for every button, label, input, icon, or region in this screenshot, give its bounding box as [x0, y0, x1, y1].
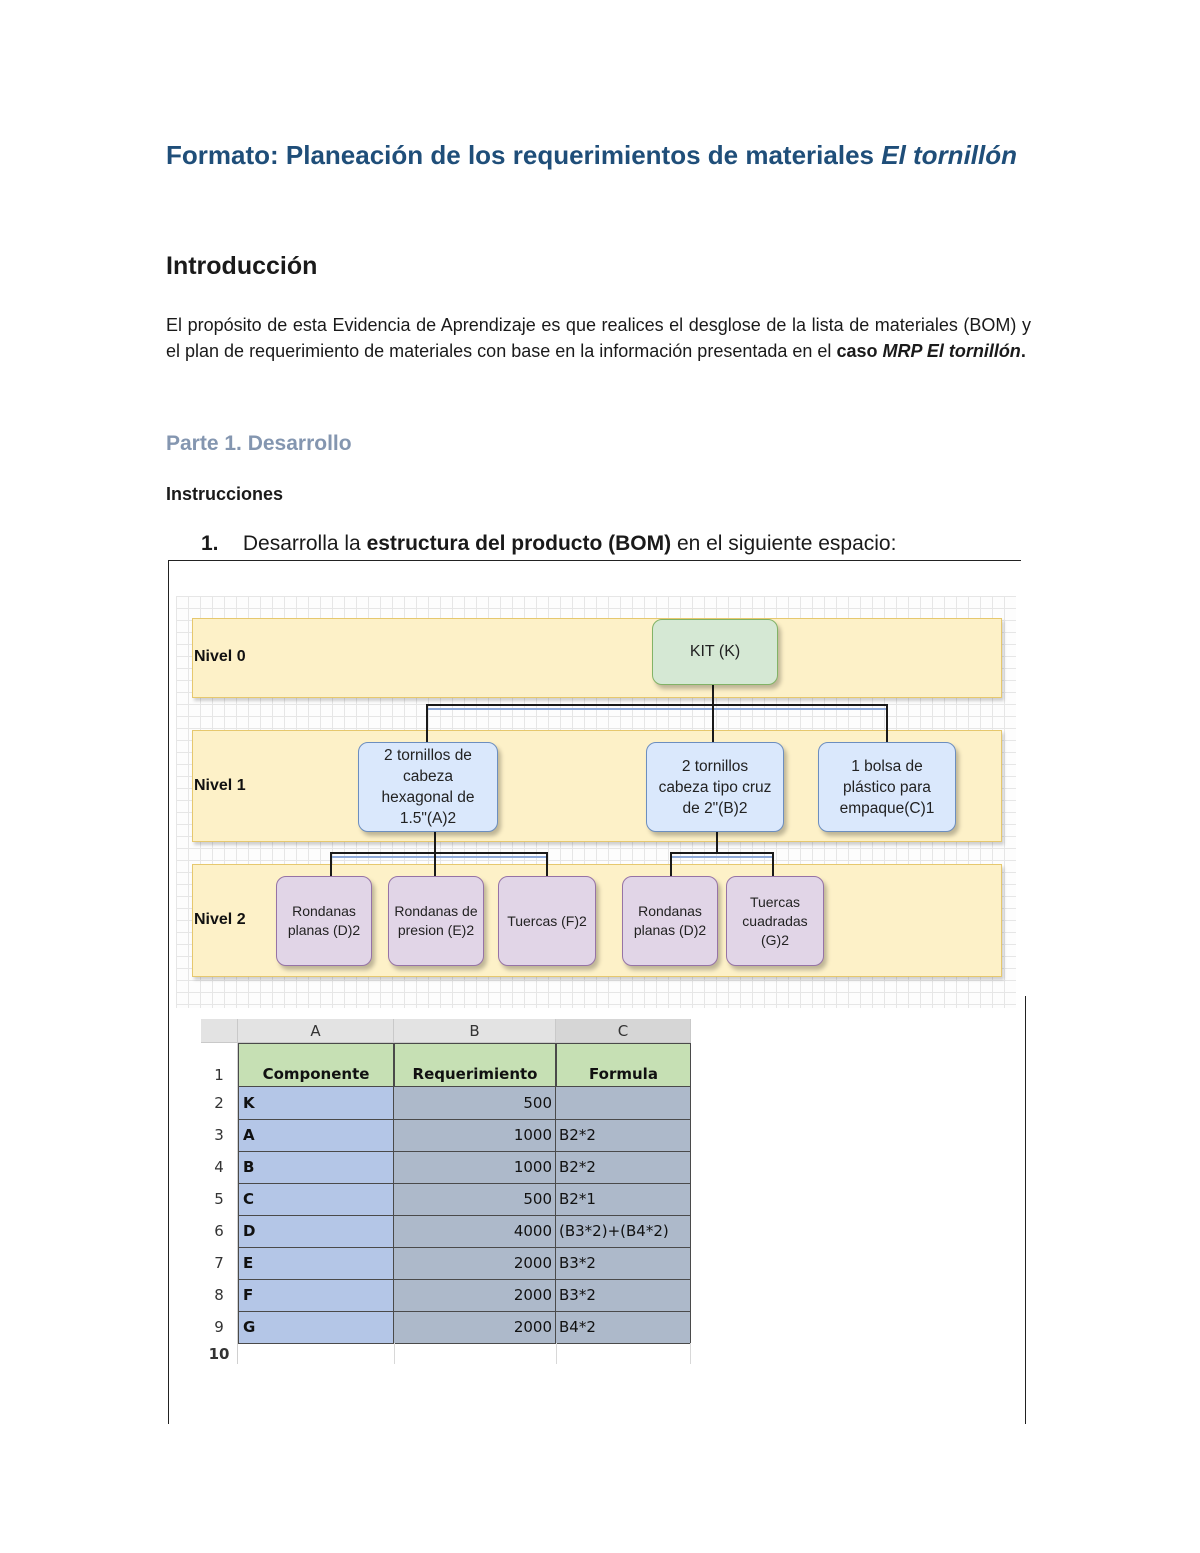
edge-to-e [434, 852, 436, 876]
edge-to-a [426, 704, 428, 742]
row-number[interactable]: 9 [201, 1311, 238, 1343]
cell-formula[interactable]: B3*2 [556, 1247, 691, 1279]
cell-componente[interactable]: E [238, 1247, 394, 1279]
edge-to-b [712, 704, 714, 742]
frame-right-border [1025, 996, 1026, 1424]
bom-diagram [176, 596, 1016, 1008]
row-10-gridline [690, 1343, 691, 1364]
column-header-b[interactable]: B [394, 1019, 556, 1043]
column-header-a[interactable]: A [238, 1019, 394, 1043]
cell-componente[interactable]: D [238, 1215, 394, 1247]
frame-left-border [168, 560, 169, 1424]
node-rondanas-planas-a: Rondanas planas (D)2 [276, 876, 372, 966]
row-border [238, 1215, 691, 1216]
header-formula[interactable]: Formula [556, 1043, 691, 1087]
level-2-label: Nivel 2 [194, 911, 246, 928]
edge-to-d2 [670, 852, 672, 876]
frame-top-border [168, 560, 1021, 561]
row-border [238, 1279, 691, 1280]
cell-formula[interactable]: (B3*2)+(B4*2) [556, 1215, 691, 1247]
node-tuercas-cuadradas: Tuercas cuadradas (G)2 [726, 876, 824, 966]
step-text-end: en el siguiente espacio: [676, 532, 897, 555]
cell-requerimiento[interactable]: 500 [394, 1183, 556, 1215]
row-number[interactable]: 8 [201, 1279, 238, 1311]
step-1 [201, 532, 896, 556]
edge-a-bar-shadow [332, 856, 548, 858]
edge-to-g [772, 852, 774, 876]
cell-formula[interactable]: B2*1 [556, 1183, 691, 1215]
row-border [238, 1151, 691, 1152]
step-number: 1. [201, 532, 219, 555]
edge-kit-stem [712, 684, 714, 704]
step-text: Desarrolla la [242, 532, 361, 555]
node-tornillos-hexagonal: 2 tornillos de cabeza hexagonal de 1.5"(A)2 [358, 742, 498, 832]
row-number[interactable]: 7 [201, 1247, 238, 1279]
header-requerimiento[interactable]: Requerimiento [394, 1043, 556, 1087]
cell-formula[interactable]: B2*2 [556, 1119, 691, 1151]
cell-requerimiento[interactable]: 2000 [394, 1279, 556, 1311]
level-0-label: Nivel 0 [194, 648, 246, 665]
edge-to-d1 [330, 852, 332, 876]
node-rondanas-presion: Rondanas de presion (E)2 [388, 876, 484, 966]
edge-a-stem [434, 830, 436, 852]
row-border [238, 1183, 691, 1184]
title-case-name: El tornillón [881, 140, 1017, 170]
level-0-band [192, 618, 1002, 698]
row-number[interactable]: 6 [201, 1215, 238, 1247]
document-title [166, 138, 1026, 172]
cell-formula[interactable]: B3*2 [556, 1279, 691, 1311]
step-bold-text: estructura del producto (BOM) [366, 532, 672, 555]
row-10-gridline [394, 1343, 395, 1364]
header-componente[interactable]: Componente [238, 1043, 394, 1087]
cell-componente[interactable]: G [238, 1311, 394, 1343]
row-number[interactable]: 3 [201, 1119, 238, 1151]
node-bolsa-plastico: 1 bolsa de plástico para empaque(C)1 [818, 742, 956, 832]
intro-text: El propósito de esta Evidencia de Aprendizaje es que realices el desglose de la lista de materiales (BOM) y el plan de requerimiento de materiales con base en la información presentada en el [166, 315, 1031, 361]
edge-to-f [546, 852, 548, 876]
intro-bold-text: caso [836, 341, 878, 361]
edge-b-bar [670, 852, 774, 854]
cell-requerimiento[interactable]: 1000 [394, 1151, 556, 1183]
row-border [238, 1311, 691, 1312]
cell-requerimiento[interactable]: 2000 [394, 1311, 556, 1343]
cell-componente[interactable]: K [238, 1087, 394, 1119]
edge-b-bar-shadow [672, 856, 774, 858]
row-number[interactable]: 4 [201, 1151, 238, 1183]
edge-level1-bar-shadow [428, 708, 888, 710]
intro-paragraph [166, 312, 1031, 364]
cell-requerimiento[interactable]: 500 [394, 1087, 556, 1119]
edge-b-stem [716, 832, 718, 852]
instructions-heading: Instrucciones [166, 484, 284, 504]
row-number[interactable]: 5 [201, 1183, 238, 1215]
node-rondanas-planas-b: Rondanas planas (D)2 [622, 876, 718, 966]
part1-heading: Parte 1. Desarrollo [166, 432, 352, 455]
cell-requerimiento[interactable]: 1000 [394, 1119, 556, 1151]
intro-case-name: MRP El tornillón [882, 341, 1021, 361]
row-number[interactable]: 10 [201, 1343, 238, 1364]
cell-requerimiento[interactable]: 2000 [394, 1247, 556, 1279]
edge-level1-bar [426, 704, 888, 706]
node-kit: KIT (K) [652, 619, 778, 685]
title-text: Formato: Planeación de los requerimientos de materiales [166, 140, 874, 170]
level-1-label: Nivel 1 [194, 777, 246, 794]
edge-to-c [886, 704, 888, 742]
edge-a-bar [330, 852, 548, 854]
cell-formula[interactable] [556, 1087, 691, 1119]
row-number[interactable]: 2 [201, 1087, 238, 1119]
node-tuercas: Tuercas (F)2 [498, 876, 596, 966]
cell-requerimiento[interactable]: 4000 [394, 1215, 556, 1247]
column-header-c[interactable]: C [556, 1019, 691, 1043]
cell-formula[interactable]: B4*2 [556, 1311, 691, 1343]
cell-componente[interactable]: C [238, 1183, 394, 1215]
sheet-corner[interactable] [201, 1019, 238, 1043]
row-number[interactable]: 1 [201, 1043, 238, 1087]
requirements-sheet [201, 1019, 691, 1364]
intro-heading: Introducción [166, 252, 318, 280]
cell-componente[interactable]: B [238, 1151, 394, 1183]
node-tornillos-cruz: 2 tornillos cabeza tipo cruz de 2"(B)2 [646, 742, 784, 832]
row-border [238, 1247, 691, 1248]
row-border [238, 1119, 691, 1120]
cell-formula[interactable]: B2*2 [556, 1151, 691, 1183]
cell-componente[interactable]: A [238, 1119, 394, 1151]
row-10-gridline [556, 1343, 557, 1364]
intro-period: . [1020, 341, 1026, 361]
row-border [238, 1343, 691, 1344]
cell-componente[interactable]: F [238, 1279, 394, 1311]
